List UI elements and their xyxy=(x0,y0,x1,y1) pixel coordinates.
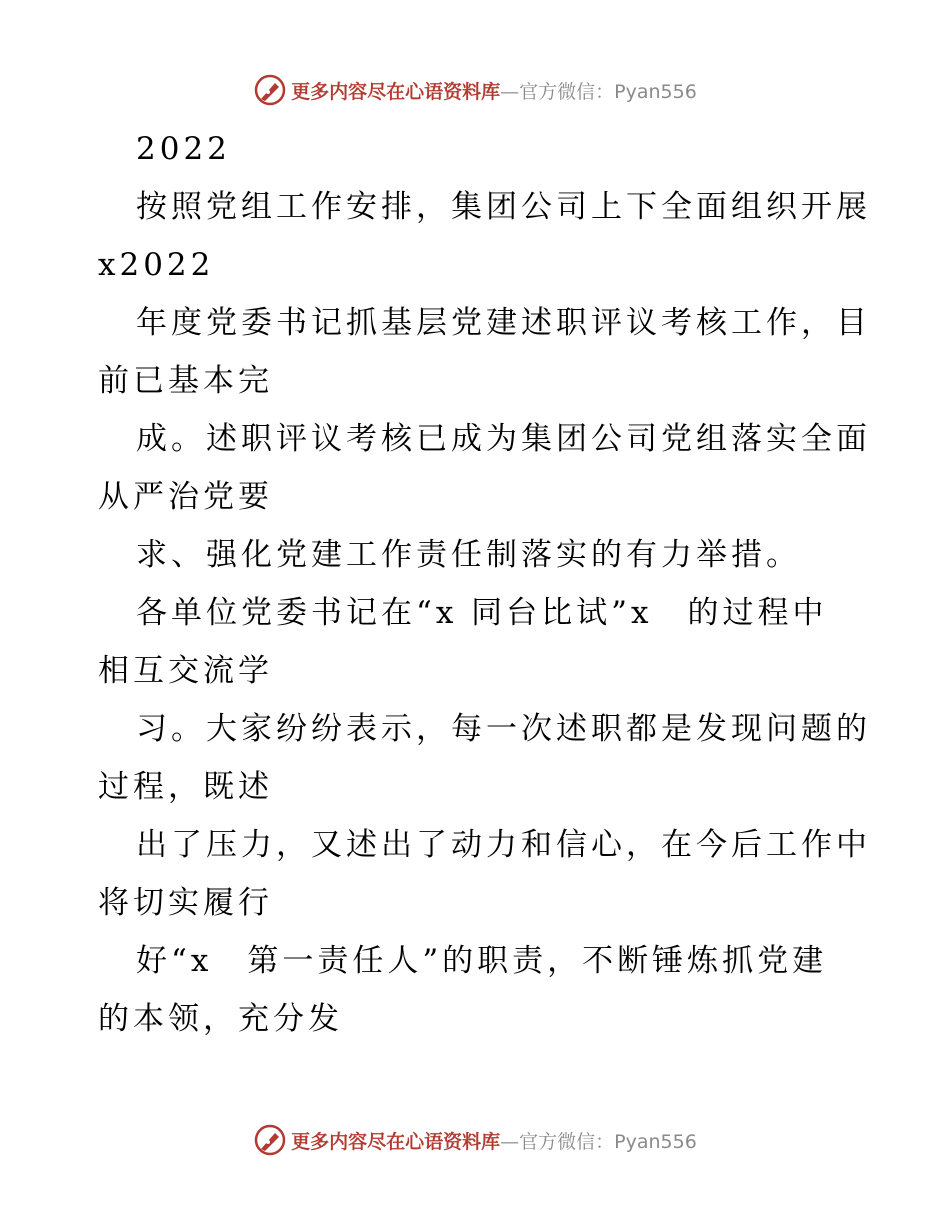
watermark-gray-text: 官方微信：Pyan556 xyxy=(519,80,697,103)
watermark-red-text: 更多内容尽在心语资料库 xyxy=(291,80,501,103)
text-line: 好“x 第一责任人”的职责，不断锤炼抓党建 xyxy=(136,943,828,979)
text-line: 出了压力，又述出了动力和信心，在今后工作中 xyxy=(136,827,871,863)
text-line: 过程，既述 xyxy=(98,769,273,805)
pen-logo-icon xyxy=(253,73,287,107)
text-line: 各单位党委书记在“x 同台比试”x 的过程中 xyxy=(136,595,828,631)
watermark-separator: — xyxy=(500,80,520,103)
pen-logo-icon xyxy=(253,1123,287,1157)
text-line: 成。述职评议考核已成为集团公司党组落实全面 xyxy=(136,421,871,457)
text-line: 习。大家纷纷表示，每一次述职都是发现问题的 xyxy=(136,711,871,747)
text-line: 的本领，充分发 xyxy=(98,1001,343,1037)
text-line: 按照党组工作安排，集团公司上下全面组织开展 xyxy=(136,189,871,225)
text-line: 从严治党要 xyxy=(98,479,273,515)
text-line: 相互交流学 xyxy=(98,653,273,689)
watermark-separator: — xyxy=(500,1130,520,1153)
text-line: x2022 xyxy=(98,247,215,283)
document-body xyxy=(98,120,871,1048)
text-line: 将切实履行 xyxy=(98,885,273,921)
text-line: 前已基本完 xyxy=(98,363,273,399)
text-line: 年度党委书记抓基层党建述职评议考核工作，目 xyxy=(136,305,871,341)
watermark-red-text: 更多内容尽在心语资料库 xyxy=(291,1130,501,1153)
text-line: 求、强化党建工作责任制落实的有力举措。 xyxy=(136,537,801,573)
text-line: 2022 xyxy=(136,131,231,167)
header-watermark xyxy=(0,70,950,110)
footer-watermark xyxy=(0,1120,950,1160)
watermark-gray-text: 官方微信：Pyan556 xyxy=(519,1130,697,1153)
